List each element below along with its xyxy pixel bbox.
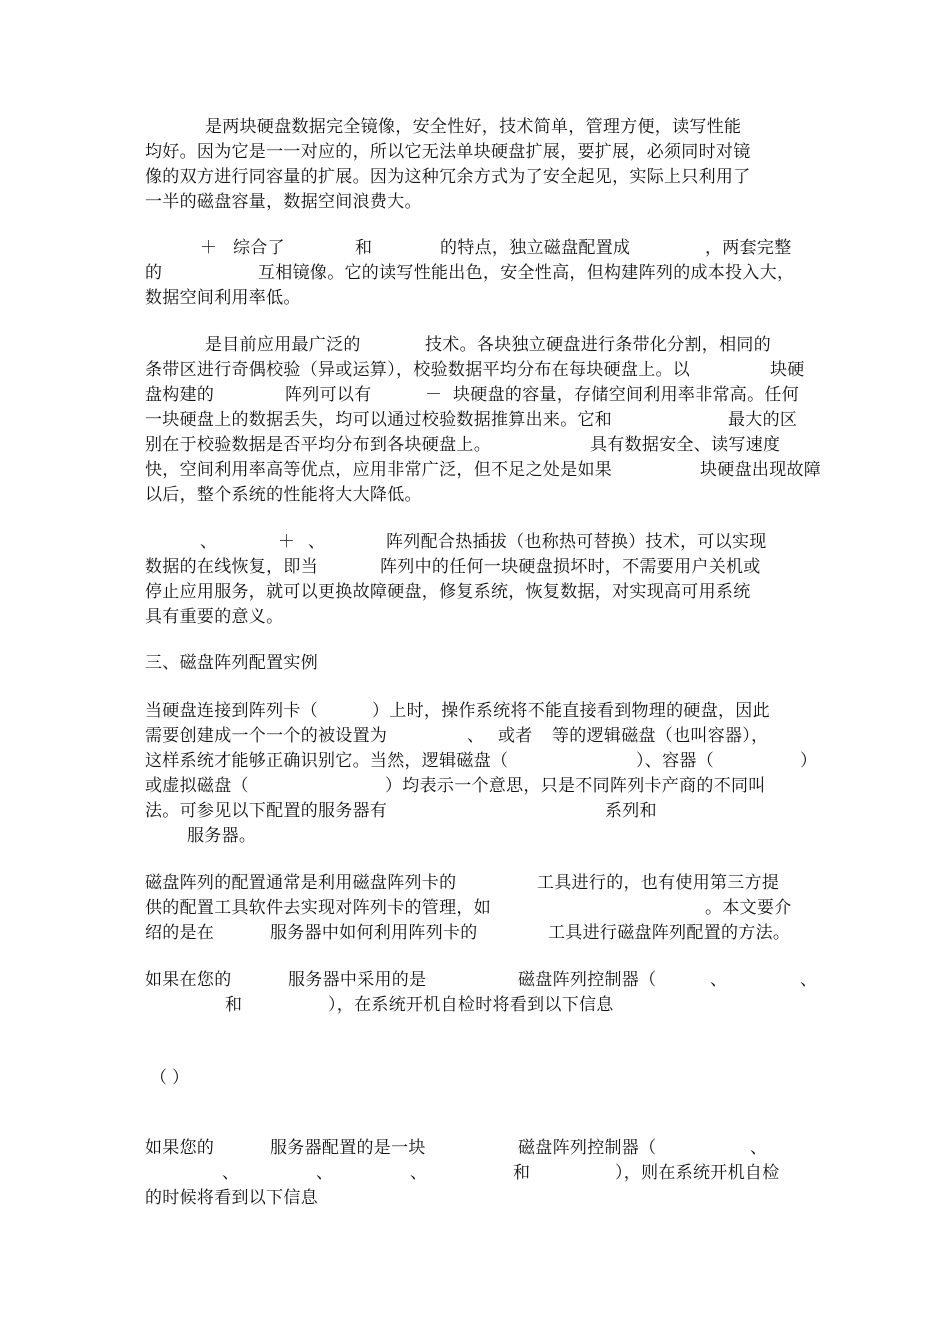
- p1-line-4: [0, 189, 950, 215]
- p3-line-4: [0, 407, 950, 433]
- p7-line-2: [0, 895, 950, 921]
- text-run: ），在系统开机自检时将看到以下信息: [328, 995, 614, 1015]
- text-run: 和: [513, 1163, 531, 1183]
- text-run: 和: [355, 238, 373, 258]
- text-run: 如果在您的: [145, 970, 232, 990]
- p1-line-1: [0, 114, 950, 140]
- text-run: 工具进行磁盘阵列配置的方法。: [548, 923, 791, 943]
- text-run: 块硬盘出现故障: [700, 460, 822, 480]
- text-run: 数据的在线恢复，即当: [145, 557, 318, 577]
- p8-line-2: [0, 992, 950, 1018]
- text-run: 、: [200, 532, 218, 552]
- text-run: 以后，整个系统的性能将大大降低。: [145, 485, 422, 505]
- text-run: 的时候将看到以下信息: [145, 1188, 318, 1208]
- p3-line-1: [0, 332, 950, 358]
- text-run: 别在于校验数据是否平均分布到各块硬盘上。: [145, 435, 491, 455]
- p4-line-2: [0, 554, 950, 580]
- p1-line-2: [0, 139, 950, 165]
- text-run: 、: [308, 532, 326, 552]
- text-run: 是两块硬盘数据完全镜像，安全性好，技术简单，管理方便，读写性能: [205, 117, 742, 137]
- text-run: 数据空间利用率低。: [145, 288, 301, 308]
- text-run: 条带区进行奇偶校验（异或运算），校验数据平均分布在每块硬盘上。以: [145, 360, 691, 380]
- text-run: ），则在系统开机自检: [615, 1163, 780, 1183]
- text-run: 服务器。: [187, 826, 257, 846]
- text-run: 、: [410, 1163, 428, 1183]
- text-run: 最大的区: [728, 410, 798, 430]
- text-run: 工具进行的，也有使用第三方提: [537, 873, 780, 893]
- text-run: 、: [710, 970, 728, 990]
- text-run: ）上时，操作系统将不能直接看到物理的硬盘，因此: [372, 701, 770, 721]
- p6-line-4: [0, 773, 950, 799]
- p3-line-3: [0, 382, 950, 408]
- text-run: 绍的是在: [145, 923, 215, 943]
- section-heading: [0, 650, 950, 676]
- text-run: 或者: [498, 726, 533, 746]
- text-run: 技术。各块独立硬盘进行条带化分割，相同的: [425, 335, 771, 355]
- text-run: 、: [222, 1163, 240, 1183]
- p2-line-1: [0, 235, 950, 261]
- text-run: 当硬盘连接到阵列卡（: [145, 701, 318, 721]
- p4-line-3: [0, 579, 950, 605]
- text-run: 具有重要的意义。: [145, 607, 284, 627]
- text-run: ）: [800, 751, 818, 771]
- text-run: 停止应用服务，就可以更换故障硬盘，修复系统，恢复数据，对实现高可用系统: [145, 582, 751, 602]
- p4-line-1: [0, 529, 950, 555]
- p6-line-3: [0, 748, 950, 774]
- text-run: 像的双方进行同容量的扩展。因为这种冗余方式为了安全起见，实际上只利用了: [145, 167, 751, 187]
- text-run: 阵列可以有: [285, 385, 372, 405]
- p3-line-5: [0, 432, 950, 458]
- p7-line-1: [0, 870, 950, 896]
- text-run: 法。可参见以下配置的服务器有: [145, 801, 388, 821]
- text-run: 、: [750, 1138, 768, 1158]
- text-run: 阵列中的任何一块硬盘损坏时，不需要用户关机或: [380, 557, 761, 577]
- text-run: 具有数据安全、读写速度: [590, 435, 781, 455]
- text-run: 等的逻辑磁盘（也叫容器），: [552, 726, 769, 746]
- text-run: ）: [172, 1068, 190, 1088]
- p10-line-2: [0, 1160, 950, 1186]
- text-run: 、: [467, 726, 485, 746]
- text-run: 磁盘阵列控制器（: [518, 1138, 657, 1158]
- placeholder-parens: [0, 1065, 950, 1091]
- text-run: ）均表示一个意思，只是不同阵列卡产商的不同叫: [385, 776, 766, 796]
- p6-line-1: [0, 698, 950, 724]
- p6-line-6: [0, 823, 950, 849]
- p2-line-3: [0, 285, 950, 311]
- text-run: 需要创建成一个一个的被设置为: [145, 726, 388, 746]
- text-run: 综合了: [233, 238, 285, 258]
- text-run: 互相镜像。它的读写性能出色，安全性高，但构建阵列的成本投入大，: [258, 263, 795, 283]
- text-run: 块硬: [770, 360, 805, 380]
- p4-line-4: [0, 604, 950, 630]
- text-run: 盘构建的: [145, 385, 215, 405]
- text-run: 的特点，独立磁盘配置成: [440, 238, 631, 258]
- text-run: 服务器配置的是一块: [270, 1138, 426, 1158]
- p6-line-5: [0, 798, 950, 824]
- p3-line-2: [0, 357, 950, 383]
- text-run: 、: [800, 970, 818, 990]
- text-run: 磁盘阵列控制器（: [518, 970, 657, 990]
- text-run: 系列和: [605, 801, 657, 821]
- text-run: 阵列配合热插拔（也称热可替换）技术，可以实现: [386, 532, 767, 552]
- p3-line-6: [0, 457, 950, 483]
- text-run: －: [425, 385, 443, 405]
- text-run: 服务器中采用的是: [288, 970, 427, 990]
- text-run: ＋: [200, 238, 218, 258]
- p10-line-3: [0, 1185, 950, 1211]
- text-run: 服务器中如何利用阵列卡的: [270, 923, 478, 943]
- text-run: 、: [316, 1163, 334, 1183]
- text-run: 这样系统才能够正确识别它。当然，逻辑磁盘（: [145, 751, 509, 771]
- text-run: 一半的磁盘容量，数据空间浪费大。: [145, 192, 422, 212]
- text-run: 快，空间利用率高等优点，应用非常广泛，但不足之处是如果: [145, 460, 613, 480]
- p7-line-3: [0, 920, 950, 946]
- text-run: 均好。因为它是一一对应的，所以它无法单块硬盘扩展，要扩展，必须同时对镜: [145, 142, 751, 162]
- text-run: 。本文要介: [705, 898, 792, 918]
- text-run: 一块硬盘上的数据丢失，均可以通过校验数据推算出来。它和: [145, 410, 613, 430]
- text-run: ）、容器（: [636, 751, 714, 771]
- p10-line-1: [0, 1135, 950, 1161]
- text-run: 或虚拟磁盘（: [145, 776, 249, 796]
- p6-line-2: [0, 723, 950, 749]
- text-run: 磁盘阵列的配置通常是利用磁盘阵列卡的: [145, 873, 457, 893]
- text-run: 块硬盘的容量，存储空间利用率非常高。任何: [453, 385, 799, 405]
- text-run: 是目前应用最广泛的: [205, 335, 361, 355]
- text-run: ，两套完整: [705, 238, 792, 258]
- p2-line-2: [0, 260, 950, 286]
- text-run: 如果您的: [145, 1138, 215, 1158]
- p1-line-3: [0, 164, 950, 190]
- p3-line-7: [0, 482, 950, 508]
- text-run: 三、磁盘阵列配置实例: [145, 653, 318, 673]
- text-run: 和: [225, 995, 243, 1015]
- text-run: 供的配置工具软件去实现对阵列卡的管理，如: [145, 898, 491, 918]
- p8-line-1: [0, 967, 950, 993]
- text-run: （: [150, 1068, 168, 1088]
- text-run: ＋: [278, 532, 296, 552]
- text-run: 的: [145, 263, 163, 283]
